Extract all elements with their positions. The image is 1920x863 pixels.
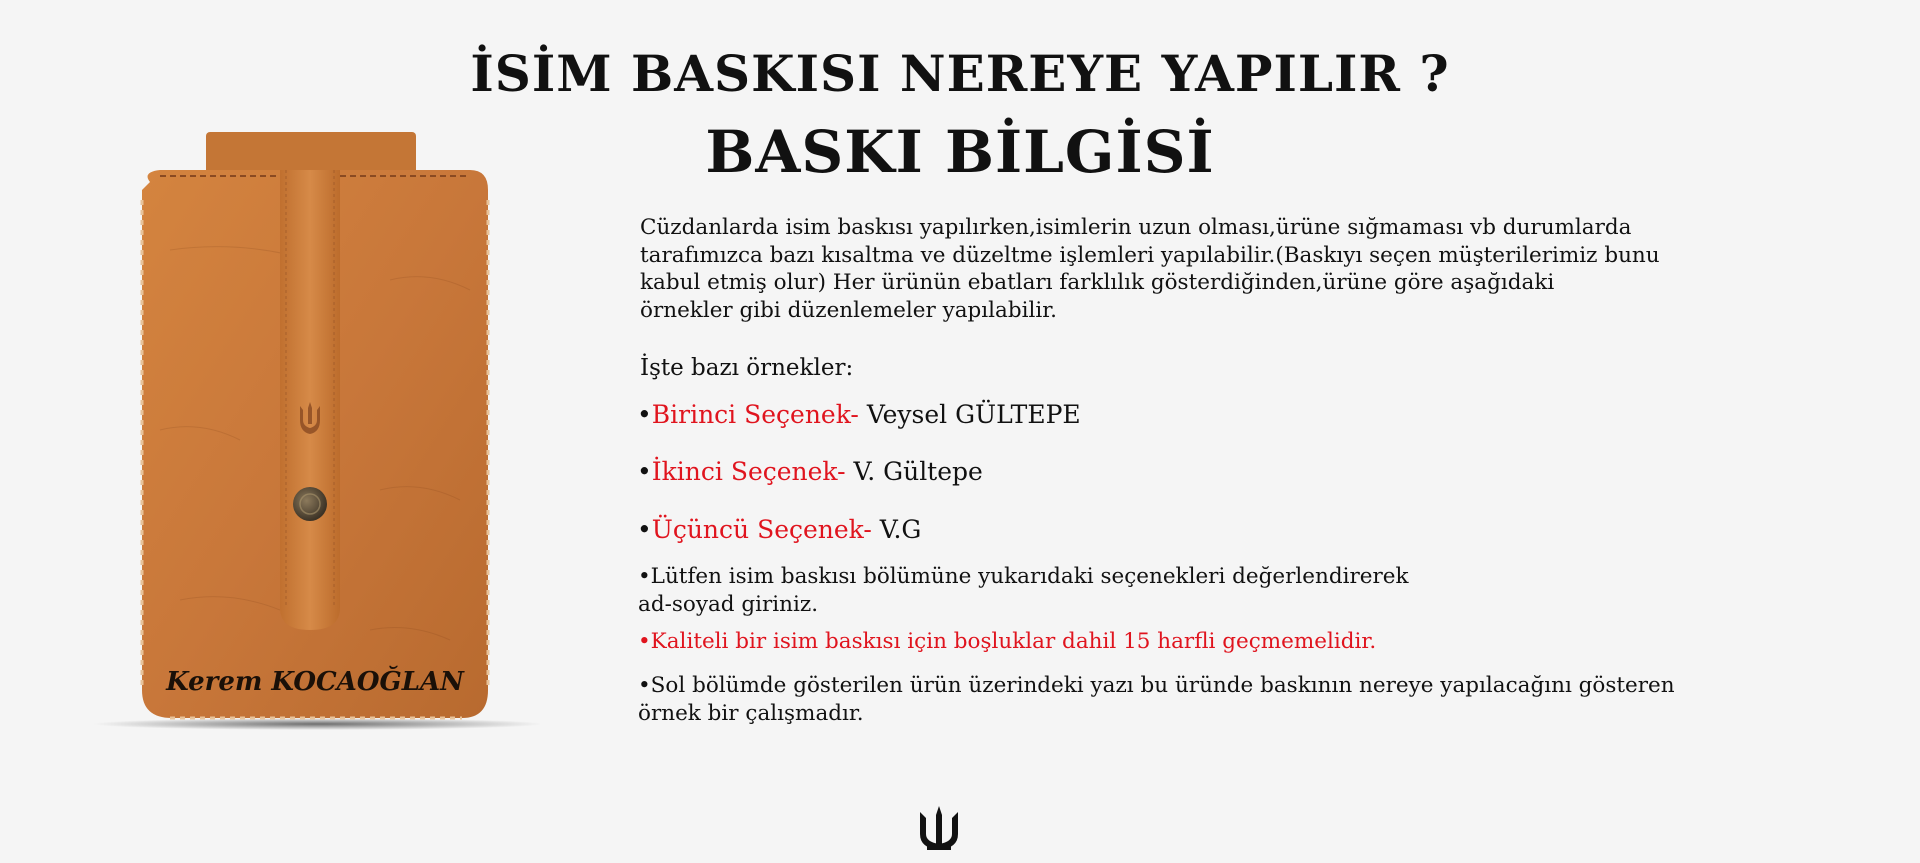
note-character-limit: •Kaliteli bir isim baskısı için boşluklar dahil 15 harfli geçmemelidir. [638,629,1377,654]
option-second [637,457,983,487]
page-subtitle: BASKI BİLGİSİ [705,118,1215,186]
option-value: V.G [871,515,922,544]
option-bullet: • [637,400,652,429]
trident-logo-icon [917,806,961,852]
option-first [637,400,1081,430]
strap [280,170,340,630]
option-label: İkinci Seçenek- [651,457,846,486]
examples-intro: İşte bazı örnekler: [640,355,854,381]
option-label: Üçüncü Seçenek- [651,515,872,544]
snap-button [293,487,327,521]
option-bullet: • [637,457,652,486]
engraved-name: Kerem KOCAOĞLAN [166,667,464,697]
option-value: Veysel GÜLTEPE [858,400,1081,429]
note-enter-name: •Lütfen isim baskısı bölümüne yukarıdaki seçenekleri değerlendirerek ad-soyad giriniz. [638,564,1409,617]
product-shadow [93,718,540,730]
product-image [90,130,540,730]
option-value: V. Gültepe [845,457,983,486]
info-paragraph [640,214,1850,324]
option-bullet: • [637,515,652,544]
option-label: Birinci Seçenek- [651,400,859,429]
page-title: İSİM BASKISI NEREYE YAPILIR ? [470,44,1450,103]
note-example-placement: •Sol bölümde gösterilen ürün üzerindeki yazı bu üründe baskının nereye yapılacağını gösteren örnek bir çalışmadır. [638,673,1675,726]
description-text: Cüzdanlarda isim baskısı yapılırken,isimlerin uzun olması,ürüne sığmaması vb durumlarda tarafımızca bazı kısaltma ve düzeltme işlemleri yapılabilir.(Baskıyı seçen müşterilerimiz bunu kabul etmiş olur) Her ürünün ebatları farklılık gösterdiğinden,ürüne göre aşağıdaki örnekler gibi düzenlemeler yapılabilir. [640,215,1660,323]
option-third [637,515,921,545]
